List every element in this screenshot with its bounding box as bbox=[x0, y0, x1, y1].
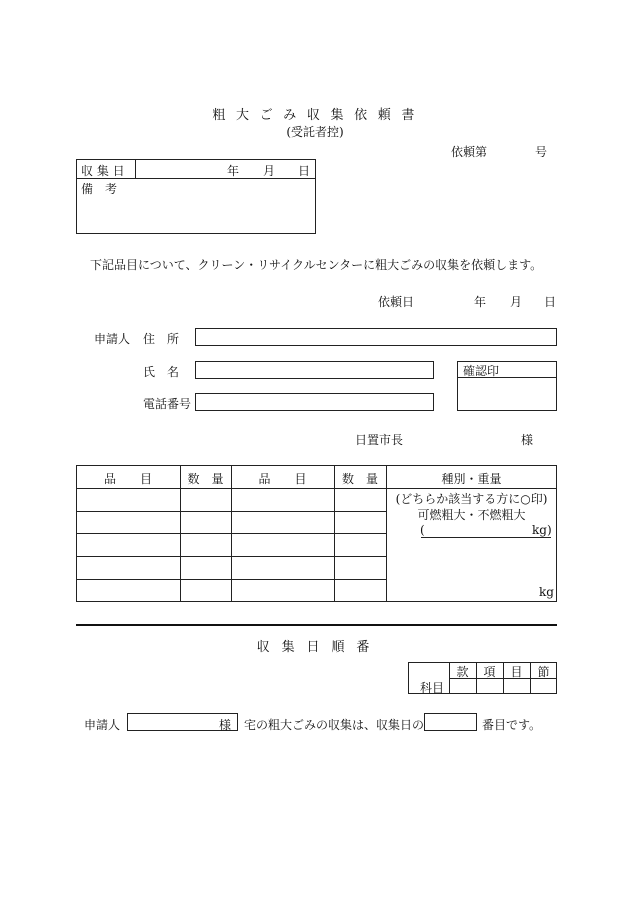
budget-header-moku: 目 bbox=[510, 665, 523, 679]
request-date-year: 年 bbox=[474, 295, 487, 309]
collection-date-label: 収 集 日 bbox=[81, 164, 125, 178]
remarks-label: 備 考 bbox=[81, 182, 118, 196]
items-header-item-1: 品 目 bbox=[103, 472, 152, 486]
intro-text: 下記品目について、クリーン・リサイクルセンターに粗大ごみの収集を依頼します。 bbox=[90, 258, 543, 272]
order-applicant-label: 申請人 bbox=[84, 718, 121, 732]
budget-header-setsu: 節 bbox=[537, 665, 550, 679]
items-row-line-3 bbox=[76, 556, 386, 557]
request-date-day: 日 bbox=[544, 295, 557, 309]
collection-date-day: 日 bbox=[298, 164, 311, 178]
name-field[interactable] bbox=[195, 361, 434, 379]
collection-date-month: 月 bbox=[263, 164, 276, 178]
mayor-sama: 様 bbox=[521, 433, 534, 447]
type-note-open-paren: ( bbox=[420, 523, 425, 537]
request-number-suffix: 号 bbox=[535, 145, 548, 159]
items-row-line-1 bbox=[76, 511, 386, 512]
items-row-line-2 bbox=[76, 533, 386, 534]
address-label: 住 所 bbox=[143, 332, 180, 346]
request-number-label: 依頼第 bbox=[451, 145, 488, 159]
request-date-month: 月 bbox=[510, 295, 523, 309]
type-note-kg: kg) bbox=[532, 523, 552, 537]
budget-row-label: 科目 bbox=[420, 681, 445, 695]
mayor-label: 日置市長 bbox=[355, 433, 404, 447]
weight-unit-bottom: kg bbox=[539, 585, 554, 599]
section-separator bbox=[76, 624, 557, 626]
items-header-line bbox=[76, 488, 557, 489]
items-header-qty-2: 数 量 bbox=[341, 472, 378, 486]
collection-box-vdivider bbox=[135, 159, 136, 179]
address-field[interactable] bbox=[195, 328, 557, 346]
seal-label: 確認印 bbox=[463, 364, 500, 378]
items-header-qty-1: 数 量 bbox=[187, 472, 224, 486]
order-number-field[interactable] bbox=[424, 713, 477, 731]
budget-header-kan: 款 bbox=[456, 665, 469, 679]
order-applicant-sama: 様 bbox=[219, 718, 232, 732]
items-header-item-2: 品 目 bbox=[258, 472, 307, 486]
collection-date-year: 年 bbox=[227, 164, 240, 178]
order-section-title: 収 集 日 順 番 bbox=[256, 640, 374, 655]
remarks-field[interactable] bbox=[136, 180, 314, 232]
phone-field[interactable] bbox=[195, 393, 434, 411]
type-note-line1: (どちらか該当する方に○印) bbox=[395, 492, 548, 506]
applicant-label: 申請人 bbox=[94, 332, 131, 346]
items-row-line-4 bbox=[76, 579, 386, 580]
type-note-underline bbox=[421, 537, 551, 538]
order-mid-text: 宅の粗大ごみの収集は、収集日の bbox=[244, 718, 425, 732]
order-end-text: 番目です。 bbox=[482, 718, 542, 732]
request-date-label: 依頼日 bbox=[378, 295, 415, 309]
type-note-line2: 可燃粗大・不燃粗大 bbox=[417, 508, 526, 522]
form-title: 粗 大 ご み 収 集 依 頼 書 bbox=[212, 108, 418, 123]
phone-label: 電話番号 bbox=[143, 397, 192, 411]
budget-header-kou: 項 bbox=[483, 665, 496, 679]
form-subtitle: (受託者控) bbox=[286, 125, 344, 139]
items-header-type-weight: 種別・重量 bbox=[441, 472, 502, 486]
name-label: 氏 名 bbox=[143, 365, 180, 379]
